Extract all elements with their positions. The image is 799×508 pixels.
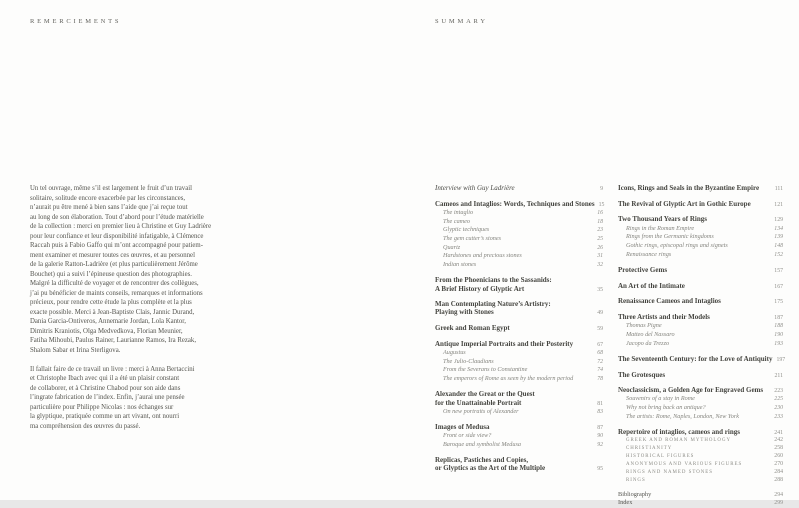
toc-entry-line <box>435 358 603 367</box>
toc-entry <box>435 375 603 384</box>
toc-entry-title: CHRISTIANITY <box>626 446 673 452</box>
toc-page-number: 197 <box>776 356 786 363</box>
text-line: et Christophe Ibach avec qui il a été un plaisir constant <box>30 375 180 382</box>
toc-entry-title: GREEK AND ROMAN MYTHOLOGY <box>626 438 732 444</box>
toc-entry-title: Cameos and Intaglios: Words, Techniques and Stones <box>435 199 595 208</box>
toc-entry-line <box>435 209 603 218</box>
toc-entry-title: Neoclassicism, a Golden Age for Engraved Gems <box>618 386 764 395</box>
toc-page-number: 260 <box>774 453 783 460</box>
toc-entry-line <box>618 499 783 507</box>
toc-entry-title: Man Contemplating Nature’s Artistry: <box>435 300 551 309</box>
toc-entry-title: RINGS AND NAMED STONES <box>626 469 713 475</box>
toc-entry-line <box>618 437 783 445</box>
text-line: Malgré la difficulté de voyager et de rencontrer des collègues, <box>30 280 199 287</box>
toc-entry-title: From the Severans to Constantine <box>443 366 528 374</box>
toc-entry-line <box>618 461 783 469</box>
toc-entry <box>435 456 603 473</box>
toc-entry <box>618 233 783 242</box>
toc-entry-title: Glyptic techniques <box>443 226 490 234</box>
text-line: particulière pour Philippe Nicolas : nos échanges sur <box>30 403 174 411</box>
toc-page-number: 211 <box>774 372 783 379</box>
text-line: exacte possible. Merci à Jean-Baptiste Clais, Jannic Durand, <box>30 308 195 316</box>
toc-entry-line <box>618 404 783 413</box>
toc-entry-title: A Brief History of Glyptic Art <box>435 284 525 293</box>
toc-entry-title: Quartz <box>443 243 461 251</box>
toc-entry-line <box>435 200 603 209</box>
toc-page-number: 134 <box>774 225 783 232</box>
toc-entry-line <box>618 331 783 340</box>
toc-entry <box>618 428 783 437</box>
toc-entry-title: Indian stones <box>443 261 477 269</box>
toc-entry-line <box>435 235 603 244</box>
table-of-contents <box>435 184 786 508</box>
toc-entry-title: Greek and Roman Egypt <box>435 324 510 333</box>
toc-entry <box>618 200 783 209</box>
toc-entry-title: The cameo <box>443 217 470 225</box>
toc-entry <box>618 266 783 275</box>
summary-running-head: SUMMARY <box>435 18 488 25</box>
toc-page-number: 299 <box>774 500 783 507</box>
text-line: Raccah puis à Fabio Gaffo qui m’ont accompagné pour patiem- <box>30 242 203 249</box>
toc-entry <box>435 218 603 227</box>
toc-column-1 <box>435 184 603 508</box>
toc-entry-line <box>435 399 603 408</box>
toc-page-number: 193 <box>774 340 783 347</box>
toc-page-number: 25 <box>597 236 603 243</box>
toc-entry-line <box>618 313 783 322</box>
acknowledgments-running-head: REMERCIEMENTS <box>30 18 122 25</box>
toc-page-number: 95 <box>597 466 603 473</box>
toc-entry <box>618 225 783 234</box>
toc-entry-line <box>618 428 783 437</box>
toc-entry-title: The Revival of Glyptic Art in Gothic Europe <box>618 199 751 208</box>
toc-page-number: 78 <box>597 376 603 383</box>
toc-entry-line <box>435 308 603 317</box>
toc-entry-title: Rings in the Roman Empire <box>626 224 695 232</box>
toc-entry-title: Front or side view? <box>443 432 492 440</box>
toc-page-number: 258 <box>774 445 783 452</box>
toc-entry <box>618 297 783 306</box>
toc-entry-title: Rings from the Germanic kingdoms <box>626 233 714 241</box>
toc-entry-title: From the Phoenicians to the Sassanids: <box>435 276 552 285</box>
toc-entry <box>435 324 603 333</box>
toc-entry-title: The Julio-Claudians <box>443 357 494 365</box>
toc-page-number: 9 <box>600 186 603 192</box>
text-line: Fatiha Mihoubi, Paulus Rainer, Laurianne Ramos, Ira Rezak, <box>30 337 197 344</box>
toc-entry-line <box>435 375 603 384</box>
toc-entry <box>435 252 603 261</box>
toc-entry-title: Augustus <box>443 349 466 357</box>
toc-entry-title: Why not bring back an antique? <box>626 404 706 412</box>
toc-entry-line <box>618 242 783 251</box>
toc-page-number: 49 <box>597 310 603 317</box>
toc-entry-line <box>435 252 603 261</box>
toc-entry <box>618 499 783 507</box>
toc-entry-line <box>435 324 603 333</box>
toc-entry-line <box>435 244 603 253</box>
toc-entry <box>618 395 783 404</box>
toc-page-number: 167 <box>774 283 783 290</box>
toc-page-number: 87 <box>597 424 603 431</box>
toc-entry <box>435 244 603 253</box>
toc-page-number: 26 <box>597 244 603 251</box>
toc-entry-line <box>618 282 783 291</box>
toc-entry <box>618 331 783 340</box>
toc-page-number: 72 <box>597 358 603 365</box>
toc-entry-line <box>618 395 783 404</box>
toc-entry <box>435 300 603 317</box>
toc-entry-line <box>435 226 603 235</box>
left-page <box>0 0 399 500</box>
toc-entry <box>618 469 783 477</box>
toc-entry-title: Jacopo da Trezzo <box>626 339 670 347</box>
toc-entry <box>435 358 603 367</box>
text-line: l’ingrate fabrication de l’index. Enfin, j’aurai une pensée <box>30 394 185 401</box>
toc-entry-line <box>435 276 603 284</box>
toc-entry <box>435 200 603 209</box>
paragraph <box>30 184 225 355</box>
toc-entry <box>618 404 783 413</box>
toc-entry <box>435 366 603 375</box>
toc-entry <box>618 184 783 193</box>
text-line: de la collection : merci en premier lieu à Christine et Guy Ladrière <box>30 223 212 230</box>
toc-entry-line <box>435 456 603 464</box>
toc-entry-title: for the Unattainable Portrait <box>435 398 522 407</box>
toc-entry-line <box>435 464 603 473</box>
text-line: Dimitris Kraniotis, Olga Medvedkova, Florian Meunier, <box>30 327 183 335</box>
text-line: la glyptique, pratiquée comme un art vivant, ont nourri <box>30 413 180 420</box>
toc-entry <box>618 437 783 445</box>
toc-entry <box>618 477 783 485</box>
toc-entry-line <box>435 423 603 432</box>
toc-entry-line <box>435 408 603 417</box>
toc-entry <box>618 282 783 291</box>
toc-entry <box>435 408 603 417</box>
toc-entry-line <box>435 218 603 227</box>
toc-entry <box>435 226 603 235</box>
toc-entry-title: Protective Gems <box>618 265 668 274</box>
toc-entry-title: Repertoire of intaglios, cameos and rings <box>618 428 740 437</box>
toc-entry-title: The Seventeenth Century: for the Love of Antiquity <box>618 354 773 363</box>
acknowledgments-text-block <box>30 184 225 441</box>
toc-page-number: 67 <box>597 341 603 348</box>
toc-entry-title: Baroque and symbolist Medusa <box>443 440 521 448</box>
toc-entry-title: The emperors of Rome as seen by the modern period <box>443 375 574 383</box>
toc-entry <box>435 235 603 244</box>
toc-page-number: 92 <box>597 441 603 448</box>
toc-entry-line <box>618 477 783 485</box>
toc-entry-line <box>435 340 603 349</box>
toc-page-number: 241 <box>774 430 783 437</box>
toc-entry-line <box>618 413 783 422</box>
toc-entry-title: Two Thousand Years of Rings <box>618 215 707 224</box>
toc-page-number: 223 <box>774 388 783 395</box>
toc-page-number: 175 <box>774 299 783 306</box>
text-line: au long de son élaboration. Tout d’abord pour l’étude matérielle <box>30 213 204 221</box>
text-line: Un tel ouvrage, même s’il est largement le fruit d’un travail <box>30 185 193 192</box>
toc-page-number: 90 <box>597 433 603 440</box>
text-line: ment examiner et mesurer toutes ces œuvres, et au personnel <box>30 251 195 259</box>
toc-entry <box>435 276 603 293</box>
toc-entry-title: Alexander the Great or the Quest <box>435 390 535 399</box>
toc-entry-title: Gothic rings, episcopal rings and signets <box>626 242 728 250</box>
toc-entry <box>618 242 783 251</box>
toc-entry <box>435 184 603 193</box>
toc-entry <box>618 340 783 349</box>
toc-entry-line <box>618 215 783 224</box>
toc-entry-title: Playing with Stones <box>435 308 494 317</box>
toc-entry-title: Interview with Guy Ladrière <box>435 184 515 192</box>
toc-entry <box>435 423 603 432</box>
text-line: solitaire, solitude encore exacerbée par les circonstances, <box>30 194 186 202</box>
toc-entry <box>618 322 783 331</box>
toc-entry-line <box>618 386 783 395</box>
toc-entry <box>435 349 603 358</box>
toc-entry <box>618 251 783 260</box>
toc-entry-title: Thomas Pigne <box>626 322 662 330</box>
toc-page-number: 190 <box>774 331 783 338</box>
toc-entry <box>618 215 783 224</box>
toc-entry-title: ANONYMOUS AND VARIOUS FIGURES <box>626 461 743 467</box>
text-line: Shalom Sabar et Irina Sterligova. <box>30 346 121 354</box>
toc-entry-line <box>435 184 603 193</box>
text-line: Bouchet) qui a suivi l’épineuse question des photographies. <box>30 270 192 278</box>
toc-entry-title: Bibliography <box>618 491 652 499</box>
toc-entry-line <box>618 340 783 349</box>
toc-entry <box>618 491 783 499</box>
toc-entry-line <box>618 225 783 234</box>
toc-entry <box>435 261 603 270</box>
toc-page-number: 35 <box>597 286 603 293</box>
toc-entry-title: Matteo del Nassaro <box>626 330 675 338</box>
text-line: pour leur confiance et leur disponibilité infatigable, à Clémence <box>30 232 204 240</box>
toc-entry-line <box>618 184 783 193</box>
toc-page-number: 139 <box>774 234 783 241</box>
toc-page-number: 31 <box>597 253 603 260</box>
toc-entry <box>618 453 783 461</box>
toc-entry <box>618 413 783 422</box>
toc-page-number: 32 <box>597 262 603 269</box>
toc-entry-line <box>618 354 786 364</box>
toc-entry-line <box>435 441 603 450</box>
text-line: précieux, pour rendre cette étude la plus complète et la plus <box>30 299 192 306</box>
toc-entry-line <box>435 390 603 398</box>
toc-entry-title: RINGS <box>626 477 646 483</box>
toc-entry-title: The artists: Rome, Naples, London, New York <box>626 412 740 420</box>
toc-entry-title: Souvenirs of a stay in Rome <box>626 395 695 403</box>
toc-entry-line <box>618 371 783 380</box>
toc-page-number: 230 <box>774 405 783 412</box>
toc-page-number: 121 <box>774 201 783 208</box>
toc-page-number: 23 <box>597 227 603 234</box>
toc-entry-title: HISTORICAL FIGURES <box>626 454 695 460</box>
right-page <box>400 0 799 507</box>
toc-entry-title: The intaglio <box>443 208 474 216</box>
toc-entry <box>435 209 603 218</box>
toc-entry-line <box>435 261 603 270</box>
toc-entry <box>618 371 783 380</box>
toc-entry-line <box>618 233 783 242</box>
toc-entry-line <box>618 200 783 209</box>
toc-entry-line <box>435 300 603 308</box>
text-line: j’ai pu bénéficier de maints conseils, remarques et informations <box>30 289 203 297</box>
toc-entry-title: Three Artists and their Models <box>618 313 710 322</box>
toc-entry-line <box>618 266 783 275</box>
toc-page-number: 288 <box>774 476 783 483</box>
toc-page-number: 74 <box>597 367 603 374</box>
toc-page-number: 18 <box>597 218 603 225</box>
toc-entry-line <box>618 322 783 331</box>
toc-entry <box>435 441 603 450</box>
toc-entry <box>435 432 603 441</box>
toc-page-number: 148 <box>774 243 783 250</box>
toc-page-number: 15 <box>598 201 605 208</box>
text-line: de la galerie Ratton-Ladrière (et plus particulièrement Jérôme <box>30 261 198 268</box>
toc-entry-title: or Glyptics as the Art of the Multiple <box>435 464 546 473</box>
toc-entry-line <box>618 445 783 453</box>
toc-entry-title: On new portraits of Alexander <box>443 407 519 415</box>
toc-entry-title: Antique Imperial Portraits and their Posterity <box>435 339 574 348</box>
toc-entry-line <box>435 285 603 294</box>
toc-entry-line <box>435 349 603 358</box>
toc-page-number: 188 <box>774 323 783 330</box>
text-line: ma compréhension des œuvres du passé. <box>30 422 141 430</box>
toc-entry-title: The Grotesques <box>618 370 666 379</box>
toc-entry-line <box>435 432 603 441</box>
paragraph <box>30 365 225 432</box>
toc-entry-title: The gem cutter’s stones <box>443 235 502 243</box>
text-line: Dania Garcia-Ontiveros, Annemarie Jordan, Lola Kantor, <box>30 318 186 325</box>
toc-page-number: 284 <box>774 468 783 475</box>
toc-entry <box>618 445 783 453</box>
toc-page-number: 152 <box>774 251 783 258</box>
text-line: n’aurait pu être mené à bien sans l’aide que j’ai reçue tout <box>30 204 188 211</box>
toc-page-number: 225 <box>774 396 783 403</box>
toc-entry-title: An Art of the Intimate <box>618 281 685 290</box>
toc-page-number: 81 <box>597 400 603 407</box>
toc-page-number: 83 <box>597 408 603 415</box>
toc-page-number: 270 <box>774 460 783 467</box>
toc-page-number: 242 <box>774 437 783 444</box>
toc-column-2 <box>618 184 786 508</box>
toc-entry-line <box>435 366 603 375</box>
toc-entry-line <box>618 453 783 461</box>
toc-entry-line <box>618 251 783 260</box>
toc-page-number: 129 <box>774 217 783 224</box>
toc-entry-title: Renaissance rings <box>626 250 672 258</box>
toc-entry <box>435 390 603 407</box>
toc-page-number: 68 <box>597 350 603 357</box>
toc-page-number: 59 <box>597 326 603 333</box>
toc-page-number: 294 <box>774 492 783 499</box>
toc-entry-title: Icons, Rings and Seals in the Byzantine Empire <box>618 184 760 192</box>
text-line: Il fallait faire de ce travail un livre : merci à Anna Bertaccini <box>30 365 195 373</box>
toc-entry <box>618 354 786 364</box>
toc-entry-title: Replicas, Pastiches and Copies, <box>435 456 529 465</box>
toc-entry <box>618 461 783 469</box>
text-line: de collaborer, et à Christine Chabod pour son aide dans <box>30 384 181 392</box>
toc-page-number: 16 <box>597 209 603 216</box>
toc-entry-title: Hardstones and precious stones <box>443 252 522 260</box>
toc-page-number: 111 <box>774 186 783 192</box>
toc-entry <box>435 340 603 349</box>
toc-entry <box>618 313 783 322</box>
toc-entry-title: Images of Medusa <box>435 422 490 431</box>
toc-entry-title: Renaissance Cameos and Intaglios <box>618 297 721 306</box>
toc-entry <box>618 386 783 395</box>
toc-entry-line <box>618 491 783 499</box>
toc-entry-line <box>618 469 783 477</box>
toc-entry-line <box>618 297 783 306</box>
toc-entry-title: Index <box>618 499 633 507</box>
toc-page-number: 233 <box>774 413 783 420</box>
toc-page-number: 157 <box>774 267 783 274</box>
toc-page-number: 187 <box>774 315 783 322</box>
